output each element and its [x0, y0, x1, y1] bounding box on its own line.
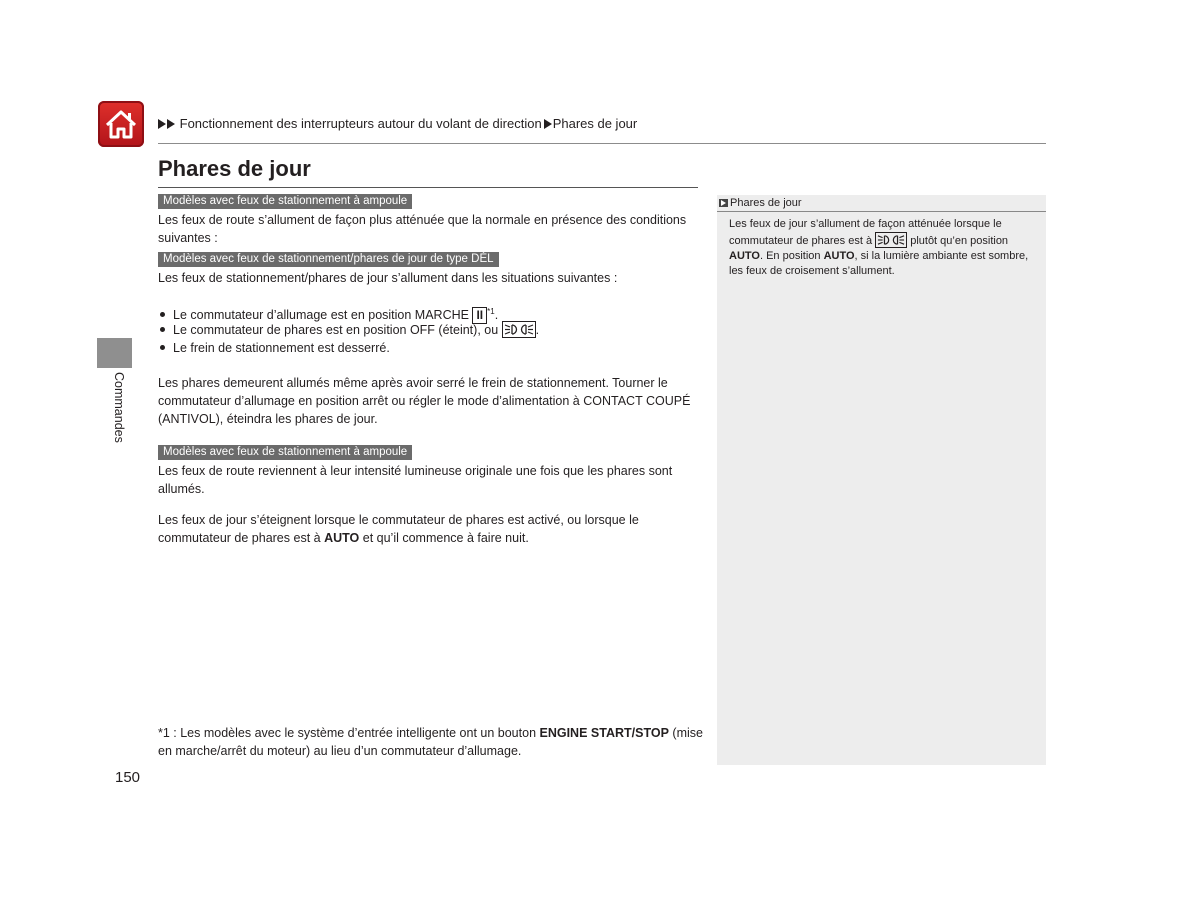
header-divider [158, 143, 1046, 144]
note-text: plutôt qu’en position [910, 235, 1009, 247]
footnote-text: *1 : Les modèles avec le système d’entrée intelligente ont un bouton [158, 726, 537, 740]
paragraph-text: et qu’il commence à faire nuit. [362, 531, 529, 545]
home-button[interactable] [98, 101, 144, 147]
bullet-text: Le frein de stationnement est desserré. [173, 341, 390, 355]
paragraph-lights-off [158, 511, 703, 547]
bullet-icon [160, 345, 165, 350]
list-item [158, 339, 390, 357]
model-tag-bulb: Modèles avec feux de stationnement à ampoule [158, 445, 412, 460]
breadcrumb-current: Phares de jour [552, 116, 638, 131]
parking-light-icon [875, 232, 907, 248]
auto-label: AUTO [729, 250, 760, 262]
paragraph-text: Les feux de jour s’éteignent lorsque le commutateur de phares est activé, ou lorsque le commutateur de phares est à [158, 513, 639, 545]
footnote [158, 724, 703, 760]
note-text: Les feux de jour s’allument de façon atténuée lorsque le commutateur de phares est à [729, 218, 1002, 247]
list-item [158, 321, 539, 339]
model-tag-led: Modèles avec feux de stationnement/phares de jour de type DÉL [158, 252, 499, 267]
paragraph-intensity: Les feux de route reviennent à leur intensité lumineuse originale une fois que les phares sont allumés. [158, 464, 673, 496]
breadcrumb-arrow-icon [158, 119, 166, 129]
auto-label: AUTO [324, 531, 360, 545]
footnote-ref: *1 [487, 307, 495, 316]
footnote-text: (mise en marche/arrêt du moteur) au lieu d’un commutateur d’allumage. [158, 726, 703, 758]
breadcrumb [158, 116, 637, 131]
page-title: Phares de jour [158, 156, 311, 181]
section-tab[interactable] [97, 338, 132, 368]
bullet-icon [160, 327, 165, 332]
paragraph-led-situations: Les feux de stationnement/phares de jour s’allument dans les situations suivantes : [158, 271, 618, 285]
auto-label: AUTO [823, 250, 855, 262]
bullet-text: Le commutateur d’allumage est en position MARCHE [173, 308, 469, 322]
note-panel [717, 195, 1046, 765]
breadcrumb-link-switches[interactable]: Fonctionnement des interrupteurs autour du volant de direction [179, 116, 542, 131]
title-divider [158, 187, 698, 188]
note-marker-icon [719, 199, 728, 207]
note-text: . En position [759, 250, 821, 262]
bullet-end: . [494, 308, 499, 322]
note-heading: Phares de jour [730, 197, 802, 209]
note-body [729, 217, 1037, 279]
note-text: , si la lumière ambiante est sombre, les feux de croisement s’allument. [729, 250, 1029, 277]
parking-light-icon [502, 321, 536, 338]
breadcrumb-arrow-icon [544, 119, 552, 129]
page-number: 150 [115, 769, 141, 786]
section-label: Commandes [112, 372, 126, 443]
bullet-icon [160, 312, 165, 317]
bullet-text: Le commutateur de phares est en position OFF (éteint), ou [173, 323, 499, 337]
breadcrumb-arrow-icon [167, 119, 175, 129]
paragraph-dim-conditions: Les feux de route s’allument de façon plus atténuée que la normale en présence des conditions suivantes : [158, 213, 687, 245]
ignition-on-symbol: II [472, 307, 487, 324]
paragraph-lights-stay-on: Les phares demeurent allumés même après avoir serré le frein de stationnement. Tourner le commutateur d’allumage en position arrêt ou régler le mode d’alimentation à CONTACT COUPÉ (ANTIVOL), éteindra les phares de jour. [158, 376, 691, 426]
engine-start-stop-label: ENGINE START/STOP [539, 726, 669, 740]
bullet-end: . [535, 323, 540, 337]
home-icon [98, 101, 144, 147]
model-tag-bulb: Modèles avec feux de stationnement à ampoule [158, 194, 412, 209]
